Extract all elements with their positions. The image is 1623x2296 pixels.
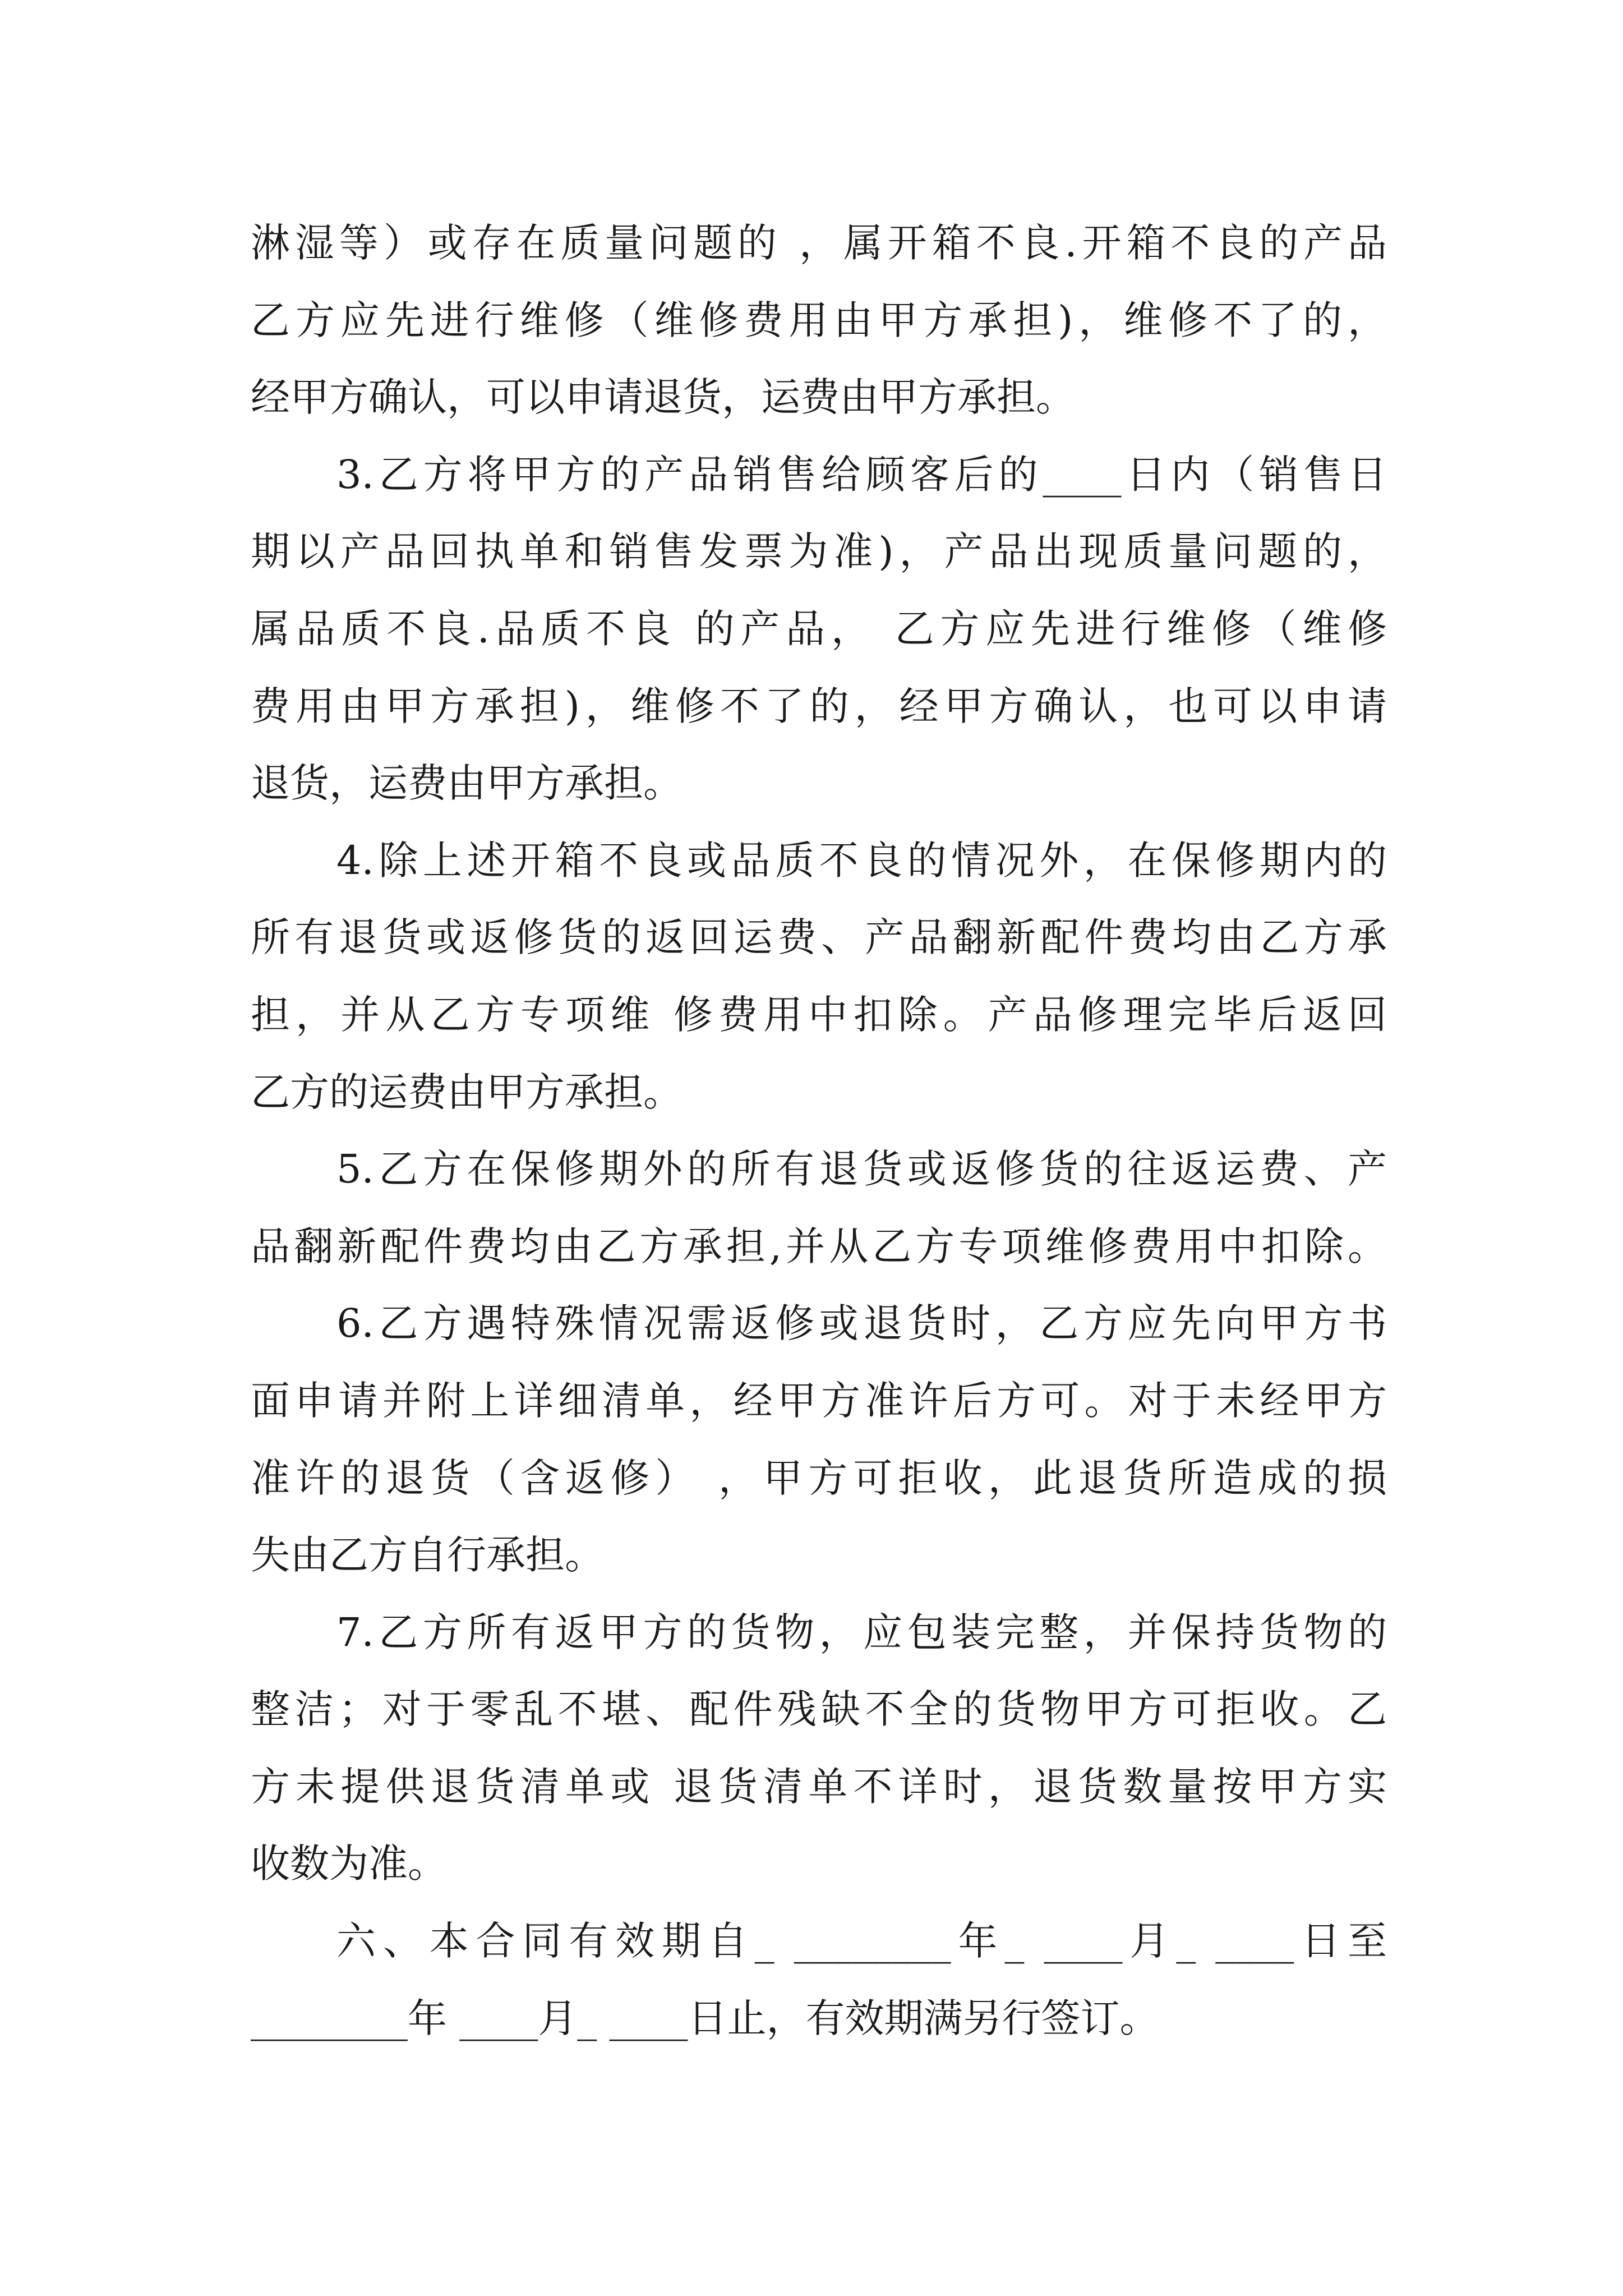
text-line: 7.乙方所有返甲方的货物，应包装完整，并保持货物的 (336, 1609, 1387, 1655)
text-line: 所有退货或返修货的返回运费、产品翻新配件费均由乙方承 (251, 914, 1387, 961)
text-line: 面申请并附上详细清单，经甲方准许后方可。对于未经甲方 (251, 1377, 1387, 1424)
text-line: 六、本合同有效期自_ ________年_ ____月_ ____日至 (336, 1918, 1387, 1964)
text-line: ________年 ____月_ ____日止，有效期满另行签订。 (251, 1995, 1159, 2041)
text-line: 5.乙方在保修期外的所有退货或返修货的往返运费、产 (336, 1146, 1387, 1193)
paragraph-item-7 (251, 1594, 1387, 1903)
text-line: 方未提供退货清单或 退货清单不详时，退货数量按甲方实 (251, 1763, 1387, 1810)
text-line: 准许的退货（含返修） ，甲方可拒收，此退货所造成的损 (251, 1455, 1387, 1501)
paragraph-section-6 (251, 1903, 1387, 2057)
paragraph-item-5 (251, 1131, 1387, 1285)
text-line: 乙方的运费由甲方承担。 (251, 1069, 683, 1115)
text-line: 3.乙方将甲方的产品销售给顾客后的____日内（销售日 (336, 451, 1387, 498)
text-line: 退货，运费由甲方承担。 (251, 760, 683, 807)
text-line: 整洁；对于零乱不堪、配件残缺不全的货物甲方可拒收。乙 (251, 1686, 1387, 1733)
text-line: 经甲方确认，可以申请退货，运费由甲方承担。 (251, 374, 1075, 421)
text-line: 费用由甲方承担)，维修不了的，经甲方确认，也可以申请 (251, 683, 1387, 729)
paragraph-item-3 (251, 436, 1387, 822)
document-body (251, 205, 1387, 2057)
text-line: 收数为准。 (251, 1841, 447, 1887)
text-line: 4.除上述开箱不良或品质不良的情况外，在保修期内的 (336, 837, 1387, 884)
paragraph-continuation (251, 205, 1387, 436)
text-line: 6.乙方遇特殊情况需返修或退货时，乙方应先向甲方书 (336, 1300, 1387, 1347)
text-line: 担，并从乙方专项维 修费用中扣除。产品修理完毕后返回 (251, 991, 1387, 1038)
paragraph-item-4 (251, 822, 1387, 1131)
text-line: 淋湿等）或存在质量问题的 ，属开箱不良.开箱不良的产品 (251, 220, 1387, 266)
text-line: 乙方应先进行维修（维修费用由甲方承担)，维修不了的， (251, 297, 1387, 343)
text-line: 期以产品回执单和销售发票为准)，产品出现质量问题的， (251, 528, 1387, 575)
text-line: 品翻新配件费均由乙方承担,并从乙方专项维修费用中扣除。 (251, 1223, 1387, 1269)
text-line: 失由乙方自行承担。 (251, 1532, 604, 1579)
paragraph-item-6 (251, 1285, 1387, 1594)
text-line: 属品质不良.品质不良 的产品， 乙方应先进行维修（维修 (251, 605, 1387, 652)
